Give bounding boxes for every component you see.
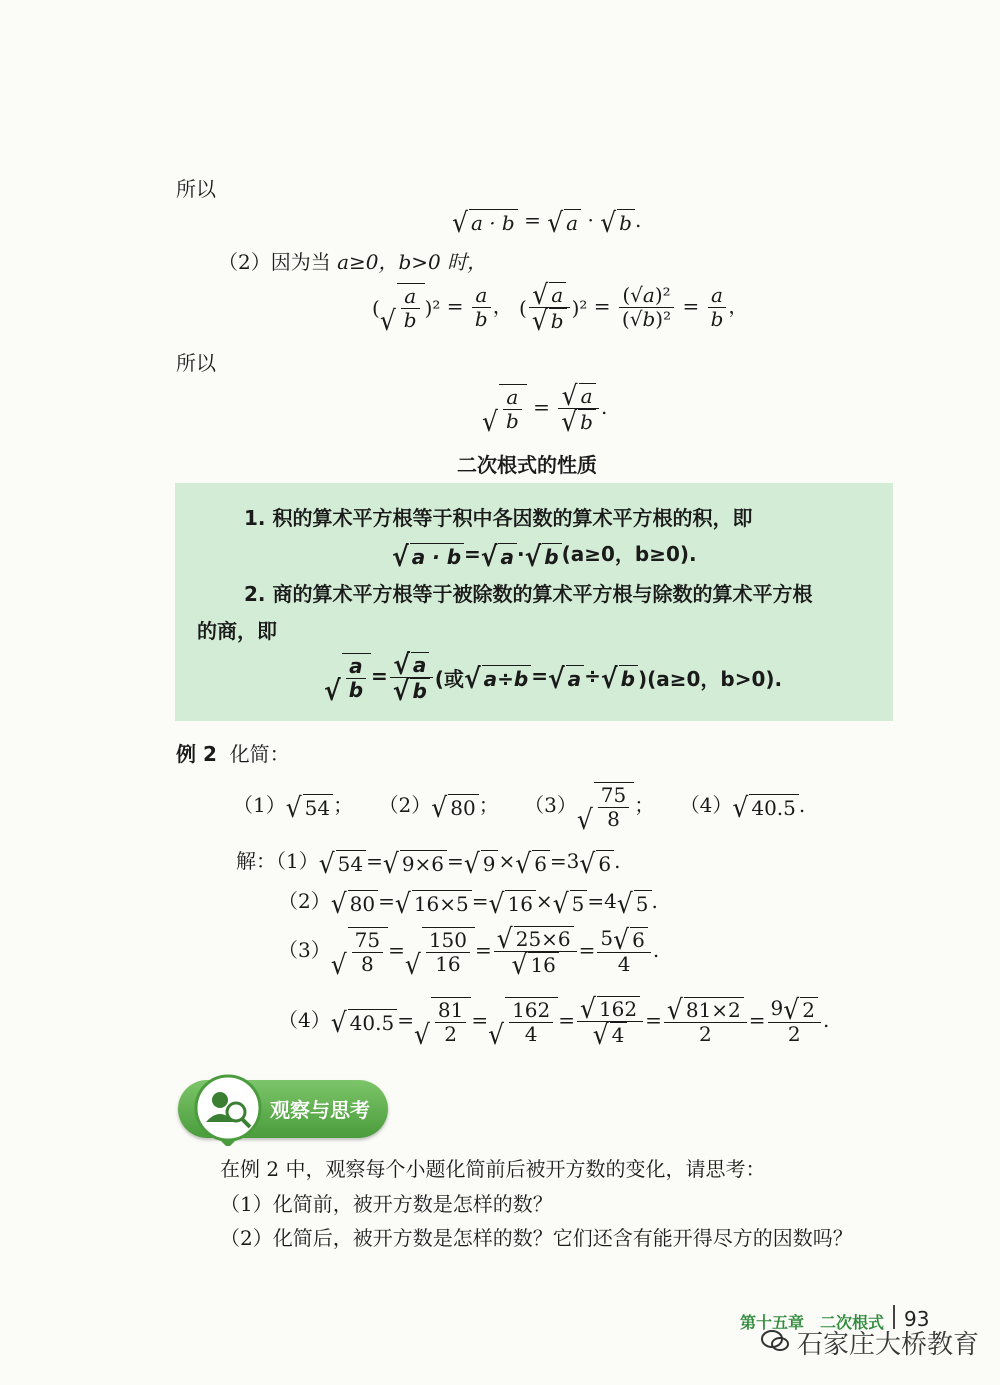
text-suoyi-1: 所以 [176, 177, 216, 201]
rule-1-formula: √ a · b = √ a · √ b (a≥0，b≥0). [392, 540, 697, 572]
formula-square-quotient: ( √ $\frac{a}{b}$ )² = $\frac{a}{b}$ ， ( √ a √ b )² = $\frac{\text{(√a)²}}{\text{(√b)²}}$ = $\frac{a}{b}$ ， [372, 278, 749, 337]
page-number: 93 [904, 1307, 930, 1331]
example-2-items: （1） √ 54 ； （2） √ 80 ； （3） √ $\frac{75}{8}$ ； （4） √ 40.5 . [233, 783, 806, 836]
solution-4: （4） √ 40.5 = √ $\frac{81}{2}$ = √ $\frac{162}{4}$ = √ 162 √ 4 = √ 81×2 2 = 9 √ 2 2 . [278, 992, 830, 1051]
think-question-1: （1）化简前，被开方数是怎样的数？ [220, 1192, 553, 1216]
rule-2-formula: √ $\frac{a}{b}$ = √ a √ b (或 √ a÷b = √ a ÷ √ b )(a≥0，b>0). [324, 648, 783, 707]
text-condition-2: （2）因为当 a≥0，b>0 时， [218, 250, 488, 274]
solution-1: 解：（1） √ 54 = √ 9×6 = √ 9 × √ 6 =3 √ 6 . [236, 847, 621, 879]
solution-2: （2） √ 80 = √ 16×5 = √ 16 × √ 5 =4 √ 5 . [278, 887, 658, 919]
think-question-2: （2）化简后，被开方数是怎样的数？它们还含有能开得尽方的因数吗？ [220, 1226, 853, 1250]
badge-label: 观察与思考 [270, 1098, 370, 1122]
solution-3: （3） √ $\frac{75}{8}$ = √ $\frac{150}{16}$ = √ 25×6 √ 16 = 5 √ 6 4 . [278, 922, 660, 981]
text-suoyi-2: 所以 [176, 351, 216, 375]
magnifier-person-icon [190, 1072, 266, 1146]
watermark: 石家庄大桥教育 [797, 1330, 980, 1360]
formula-sqrt-quotient: √ $\frac{a}{b}$ = √ a √ b . [482, 379, 608, 438]
rule-1-text: 1. 积的算术平方根等于积中各因数的算术平方根的积，即 [244, 506, 753, 530]
footer-chapter: 第十五章 二次根式 [740, 1313, 885, 1332]
rule-2-text-b: 的商，即 [197, 619, 277, 643]
formula-sqrt-ab: √ a · b = √ a · √ b . [452, 206, 642, 238]
example-2-heading: 例 2 化简： [176, 742, 290, 766]
wechat-icon [760, 1328, 790, 1354]
rule-2-text-a: 2. 商的算术平方根等于被除数的算术平方根与除数的算术平方根 [244, 582, 813, 606]
box-title: 二次根式的性质 [457, 453, 597, 477]
think-intro: 在例 2 中，观察每个小题化简前后被开方数的变化，请思考： [220, 1157, 766, 1181]
